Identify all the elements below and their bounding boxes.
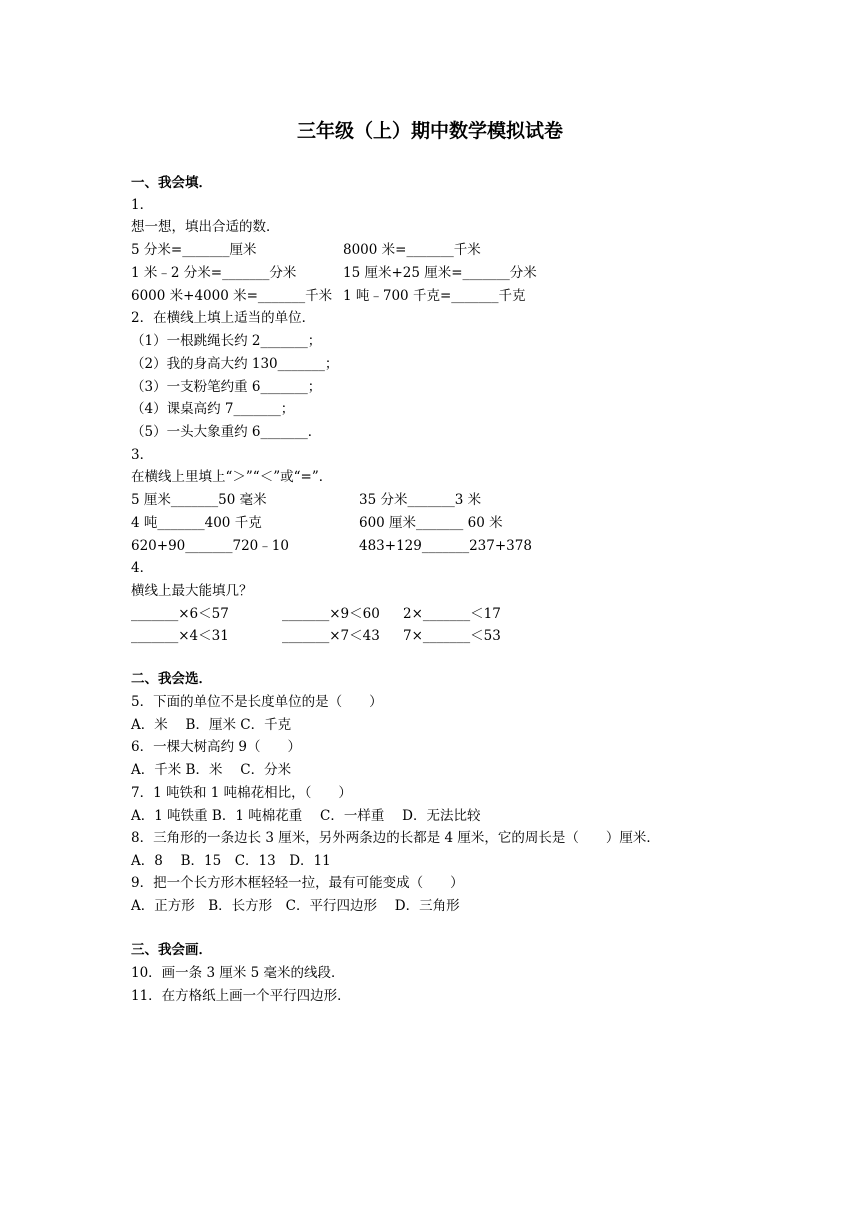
q8-options: A．8 B．15 C．13 D．11 <box>131 853 331 869</box>
page-title: 三年级（上）期中数学模拟试卷 <box>296 120 563 142</box>
section-heading-1: 一、我会填． <box>131 175 212 191</box>
q4-number: 4． <box>131 560 154 576</box>
q5-options: A．米 B．厘米 C．千克 <box>131 717 292 733</box>
q1-number: 1． <box>131 197 154 213</box>
q9-options: A．正方形 B．长方形 C．平行四边形 D．三角形 <box>131 898 460 914</box>
q1-row1-left: 5 分米=_______厘米 <box>131 242 257 258</box>
q3-prompt: 在横线上里填上“＞”“＜”或“=”． <box>131 469 333 485</box>
q3-row2-right: 600 厘米_______ 60 米 <box>359 515 503 531</box>
q6-stem: 6．一棵大树高约 9（ ） <box>131 739 301 755</box>
q3-row1-left: 5 厘米_______50 毫米 <box>131 492 267 508</box>
q5-stem: 5．下面的单位不是长度单位的是（ ） <box>131 694 383 710</box>
q4-row1-col2: _______×9＜60 <box>282 606 380 622</box>
section-heading-2: 二、我会选． <box>131 671 212 687</box>
q4-row1-col3: 2×_______＜17 <box>403 606 501 622</box>
q6-options: A．千米 B．米 C．分米 <box>131 762 292 778</box>
q1-row2-right: 15 厘米+25 厘米=_______分米 <box>343 265 537 281</box>
q2-prompt: 2．在横线上填上适当的单位． <box>131 310 316 326</box>
q7-options: A．1 吨铁重 B．1 吨棉花重 C．一样重 D．无法比较 <box>131 808 481 824</box>
q2-item-1: （1）一根跳绳长约 2_______； <box>131 333 322 349</box>
q4-row2-col2: _______×7＜43 <box>282 628 380 644</box>
q3-row1-right: 35 分米_______3 米 <box>359 492 482 508</box>
q3-row3-right: 483+129_______237+378 <box>359 538 532 554</box>
q10-stem: 10．画一条 3 厘米 5 毫米的线段． <box>131 965 345 981</box>
q2-item-2: （2）我的身高大约 130_______； <box>131 356 339 372</box>
q8-stem: 8．三角形的一条边长 3 厘米，另外两条边的长都是 4 厘米，它的周长是（ ）厘米． <box>131 830 660 846</box>
q1-row1-right: 8000 米=_______千米 <box>343 242 481 258</box>
q4-row2-col3: 7×_______＜53 <box>403 628 501 644</box>
q4-prompt: 横线上最大能填几？ <box>131 583 253 599</box>
q1-row2-left: 1 米﹣2 分米=_______分米 <box>131 265 297 281</box>
q7-stem: 7．1 吨铁和 1 吨棉花相比，（ ） <box>131 785 352 801</box>
q11-stem: 11．在方格纸上画一个平行四边形． <box>131 988 351 1004</box>
q4-row2-col1: _______×4＜31 <box>131 628 229 644</box>
q1-row3-left: 6000 米+4000 米=_______千米 <box>131 288 333 304</box>
q9-stem: 9．把一个长方形木框轻轻一拉，最有可能变成（ ） <box>131 875 464 891</box>
q3-row2-left: 4 吨_______400 千克 <box>131 515 262 531</box>
q4-row1-col1: _______×6＜57 <box>131 606 229 622</box>
q1-prompt: 想一想，填出合适的数． <box>131 219 280 235</box>
section-heading-3: 三、我会画． <box>131 942 212 958</box>
q2-item-5: （5）一头大象重约 6_______． <box>131 424 322 440</box>
q2-item-4: （4）课桌高约 7_______； <box>131 401 295 417</box>
q1-row3-right: 1 吨﹣700 千克=_______千克 <box>343 288 526 304</box>
q2-item-3: （3）一支粉笔约重 6_______； <box>131 379 322 395</box>
q3-number: 3． <box>131 447 154 463</box>
q3-row3-left: 620+90_______720﹣10 <box>131 538 289 554</box>
